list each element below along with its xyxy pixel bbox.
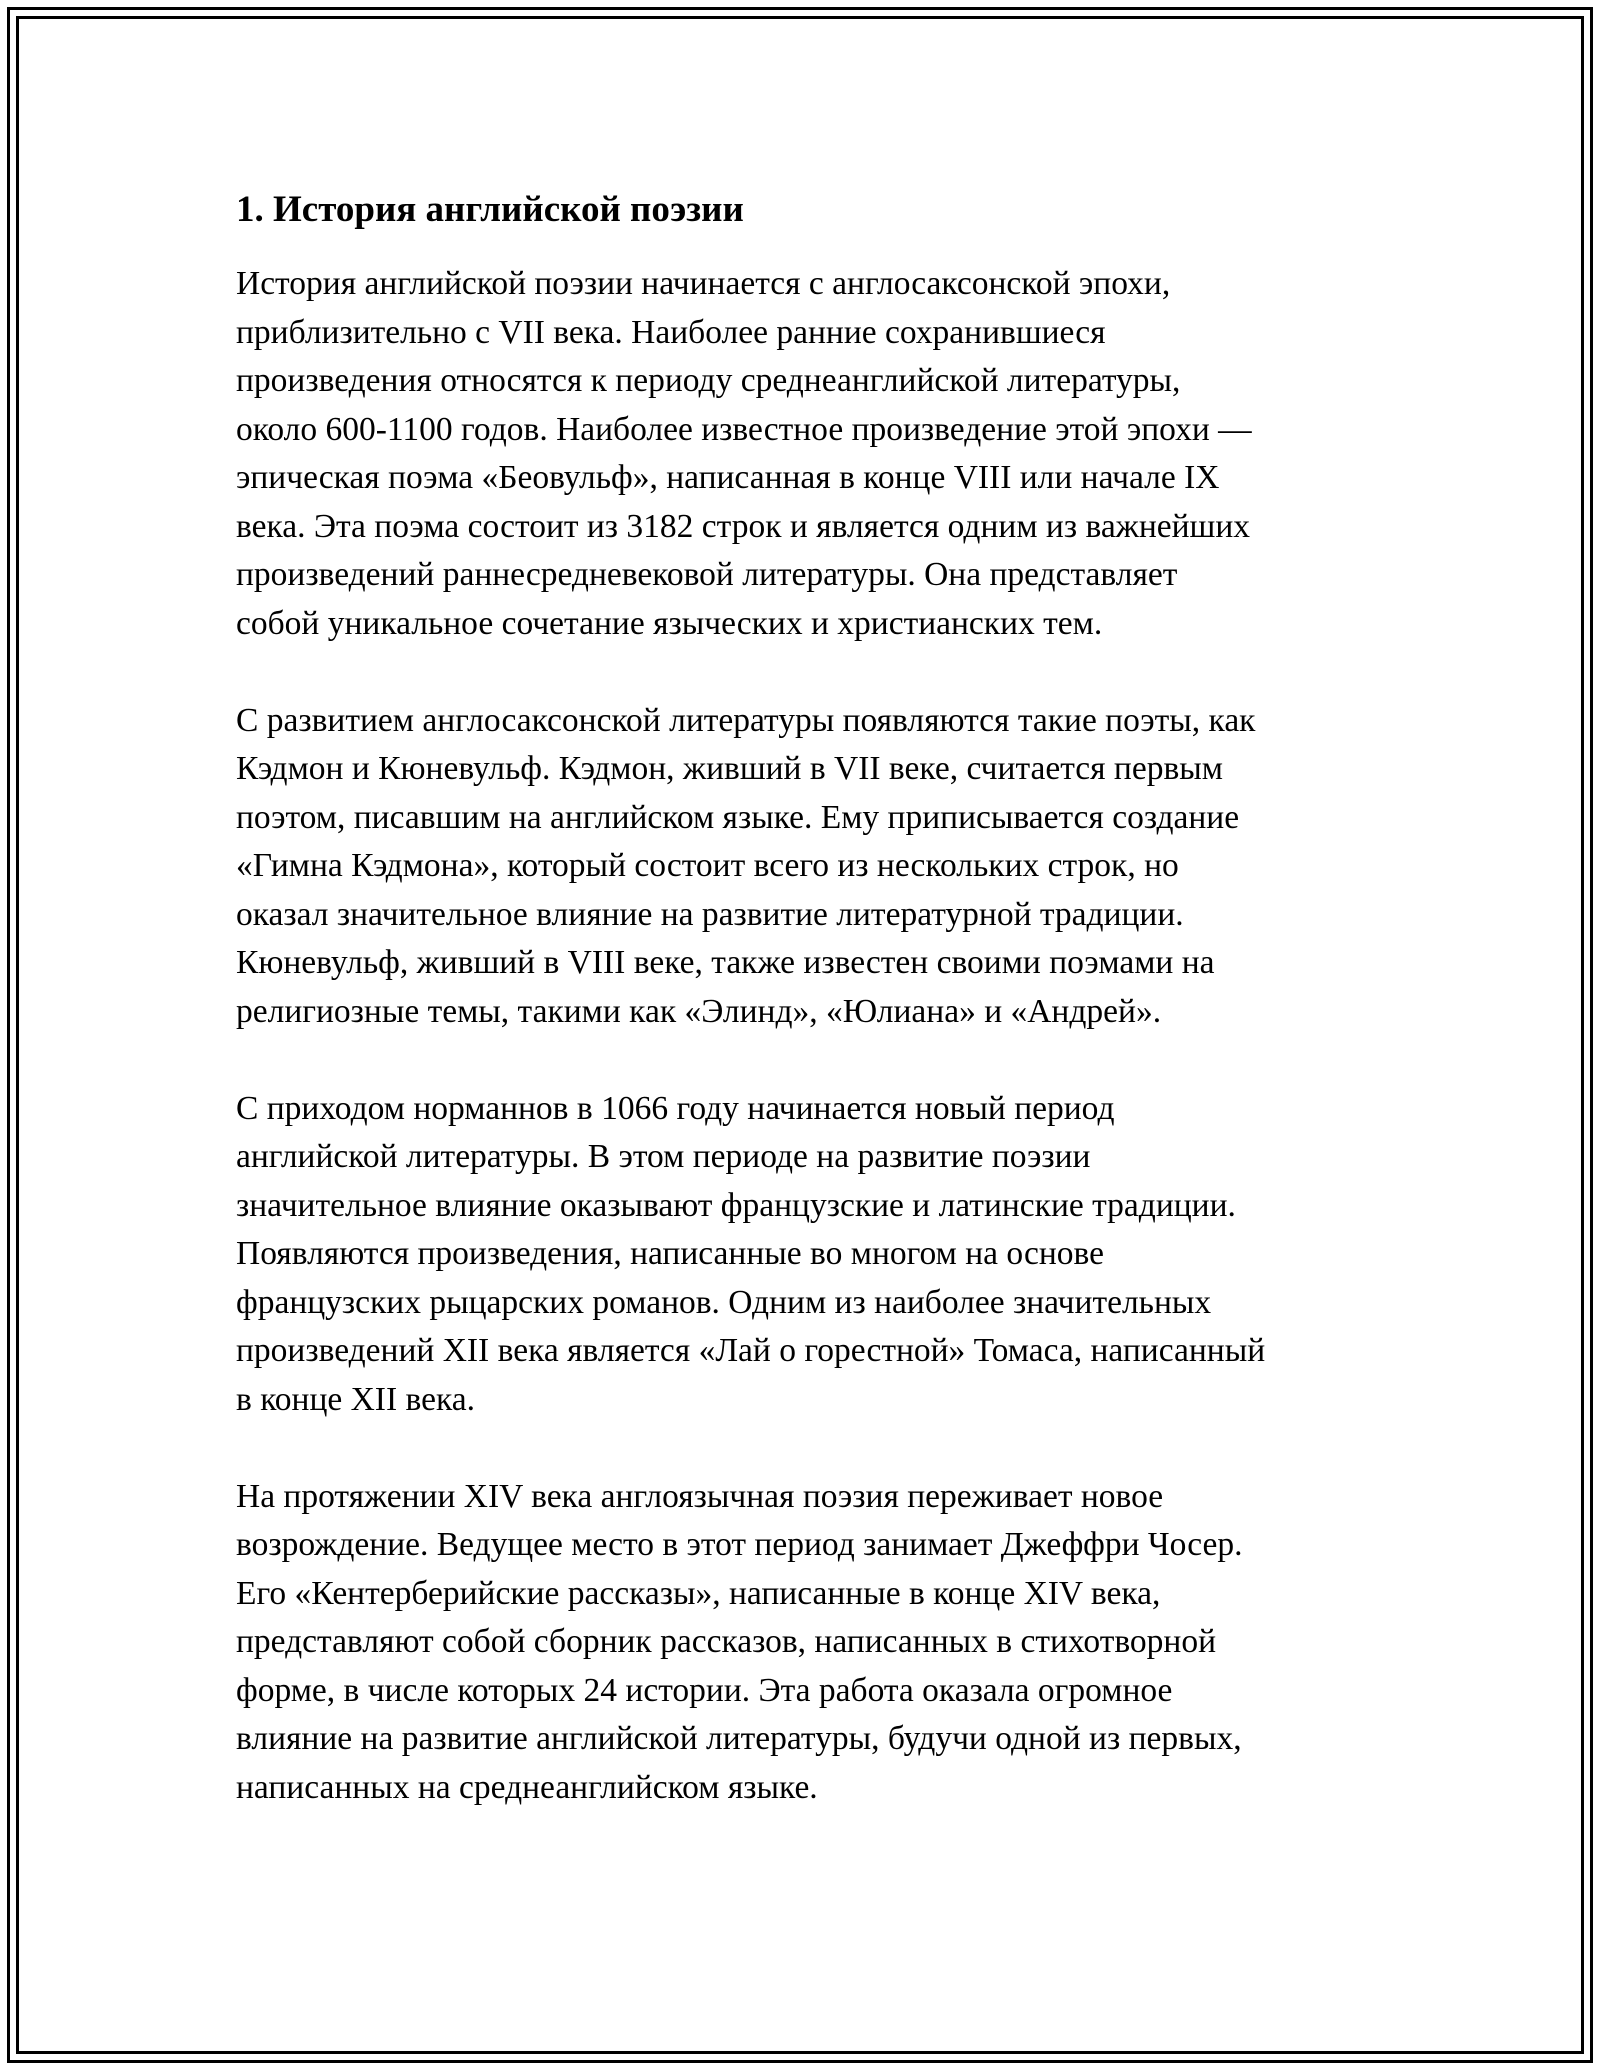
text-line: в конце XII века. <box>236 1380 475 1418</box>
text-line: Появляются произведения, написанные во многом на основе <box>236 1235 1105 1272</box>
text-line: собой уникальное сочетание языческих и христианских тем. <box>236 604 1103 642</box>
text-line: произведений раннесредневековой литературы. Она представляет <box>236 556 1178 593</box>
text-line: История английской поэзии начинается с англосаксонской эпохи, <box>236 265 1171 302</box>
text-line: религиозные темы, такими как «Элинд», «Юлиана» и «Андрей». <box>236 992 1162 1030</box>
text-line: произведения относятся к периоду среднеанглийской литературы, <box>236 362 1181 399</box>
text-line: написанных на среднеанглийском языке. <box>236 1768 818 1806</box>
text-line: Кюневульф, живший в VIII веке, также известен своими поэмами на <box>236 944 1215 981</box>
paragraph-1 <box>236 260 1386 648</box>
text-line: английской литературы. В этом периоде на развитие поэзии <box>236 1138 1091 1175</box>
text-line: представляют собой сборник рассказов, написанных в стихотворной <box>236 1623 1217 1660</box>
paragraph-3 <box>236 1085 1386 1425</box>
text-line: возрождение. Ведущее место в этот период занимает Джеффри Чосер. <box>236 1526 1243 1563</box>
text-line: С приходом норманнов в 1066 году начинается новый период <box>236 1089 1115 1127</box>
text-line: французских рыцарских романов. Одним из наиболее значительных <box>236 1283 1212 1321</box>
text-line: На протяжении XIV века англоязычная поэзия переживает новое <box>236 1477 1164 1515</box>
text-line: произведений XII века является «Лай о горестной» Томаса, написанный <box>236 1332 1266 1369</box>
text-line: Его «Кентерберийские рассказы», написанные в конце XIV века, <box>236 1574 1161 1612</box>
text-line: влияние на развитие английской литературы, будучи одной из первых, <box>236 1720 1242 1757</box>
text-line: приблизительно с VII века. Наиболее ранние сохранившиеся <box>236 313 1106 351</box>
text-line: С развитием англосаксонской литературы появляются такие поэты, как <box>236 701 1256 739</box>
text-line: форме, в числе которых 24 истории. Эта работа оказала огромное <box>236 1671 1173 1709</box>
text-line: эпическая поэма «Беовульф», написанная в конце VIII или начале IX <box>236 459 1220 496</box>
text-line: значительное влияние оказывают французские и латинские традиции. <box>236 1186 1236 1224</box>
paragraph-4 <box>236 1473 1386 1813</box>
document-body <box>236 186 1386 1861</box>
section-heading: 1. История английской поэзии <box>236 189 744 230</box>
paragraph-2 <box>236 697 1386 1037</box>
text-line: поэтом, писавшим на английском языке. Ему приписывается создание <box>236 798 1240 836</box>
text-line: около 600-1100 годов. Наиболее известное произведение этой эпохи — <box>236 410 1252 448</box>
text-line: оказал значительное влияние на развитие литературной традиции. <box>236 895 1184 933</box>
text-line: Кэдмон и Кюневульф. Кэдмон, живший в VII веке, считается первым <box>236 750 1224 787</box>
text-line: века. Эта поэма состоит из 3182 строк и является одним из важнейших <box>236 507 1251 545</box>
text-line: «Гимна Кэдмона», который состоит всего из нескольких строк, но <box>236 847 1179 884</box>
